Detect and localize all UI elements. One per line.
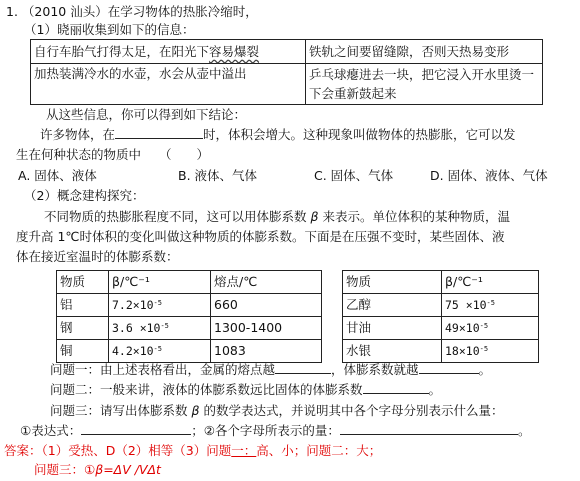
answer-text-2a: 问题三：① <box>34 462 96 477</box>
info-text-bike: 自行车胎气打得太足，在阳光下 <box>34 43 210 59</box>
fill-text-b: 时，体积会增大。这种现象叫做物体的热膨胀，它可以发 <box>203 127 516 142</box>
blank-condition[interactable] <box>115 126 203 139</box>
header-cell: β/℃⁻¹ <box>442 271 539 294</box>
header-cell: 物质 <box>57 271 109 294</box>
question-three <box>50 402 504 420</box>
option-b[interactable]: B. 液体、气体 <box>178 168 258 183</box>
part2-text-1b: 来表示。单位体积的某种物质，温 <box>322 209 511 224</box>
coefficient-cell: $3.6 \times 10^{-5}$ <box>109 317 211 340</box>
expr-text-a: ①表达式： <box>20 423 82 438</box>
info-row <box>31 64 543 105</box>
fill-text-c: 生在何种状态的物质中 <box>16 147 142 162</box>
info-cell: 铁轨之间要留缝隙，否则天热易变形 <box>306 40 543 64</box>
substance-cell: 钢 <box>57 317 109 340</box>
coefficient-cell: $49\times 10^{-5}$ <box>442 317 539 340</box>
answer-text-1b: 高、小；问题二：大； <box>256 443 382 458</box>
part2-text-1: 不同物质的热膨胀程度不同，这可以用体膨系数 <box>44 209 307 224</box>
expression-line: ①表达式： ；②各个字母所表示的量： 。 <box>20 423 531 438</box>
fill-line <box>40 126 516 144</box>
table-row <box>343 317 539 340</box>
part2-paragraph-line1 <box>44 208 510 226</box>
option-c[interactable]: C. 固体、气体 <box>314 168 394 183</box>
q2-text: 问题二：一般来讲，液体的体膨系数远比固体的体膨系数 <box>50 382 363 397</box>
blank-coefficient[interactable] <box>419 361 479 374</box>
question-number: 1. <box>6 4 18 19</box>
conclusion-prompt: 从这些信息，你可以得到如下结论： <box>46 107 247 122</box>
info-cell: 加热装满冷水的水壶，水会从壶中溢出 <box>31 64 306 105</box>
question-header <box>6 3 258 21</box>
table-row <box>57 294 322 317</box>
info-cell <box>31 40 306 64</box>
answer-line-1 <box>4 442 381 460</box>
coefficient-cell: $7.2\times 10^{-5}$ <box>109 294 211 317</box>
coefficient-cell: $18\times 10^{-5}$ <box>442 340 539 363</box>
substance-cell: 水银 <box>343 340 442 363</box>
question-two: 问题二：一般来讲，液体的体膨系数远比固体的体膨系数 。 <box>50 382 442 397</box>
substance-cell: 铜 <box>57 340 109 363</box>
table-header-row <box>57 271 322 294</box>
melting-point-cell: 1300-1400 <box>211 317 322 340</box>
wavy-phrase: 容易爆裂 <box>209 43 260 59</box>
table-row <box>57 317 322 340</box>
solid-coefficient-table <box>56 270 322 363</box>
substance-cell: 铝 <box>57 294 109 317</box>
coefficient-cell: $4.2\times 10^{-5}$ <box>109 340 211 363</box>
expr-text-b: ；②各个字母所表示的量： <box>191 423 340 438</box>
answer-text-1: （1）受热、D（2）相等（3）问题 <box>41 443 232 458</box>
blank-compare[interactable] <box>363 381 429 394</box>
blank-symbols[interactable] <box>340 422 518 435</box>
header-cell: β/℃⁻¹ <box>109 271 211 294</box>
answer-underlined: 一： <box>231 443 257 458</box>
option-a[interactable]: A. 固体、液体 <box>18 168 97 183</box>
table-row <box>343 340 539 363</box>
part1-heading: （1）晓丽收集到如下的信息： <box>24 22 195 37</box>
fill-text-a: 许多物体，在 <box>40 127 116 142</box>
answer-line-2 <box>34 461 161 479</box>
table-row <box>57 340 322 363</box>
q3-text-a: 问题三：请写出体膨系数 <box>50 403 188 418</box>
question-one: 问题一：由上述表格看出，金属的熔点越 ，体膨系数就越 。 <box>50 362 492 377</box>
q1-text-a: 问题一：由上述表格看出，金属的熔点越 <box>50 362 276 377</box>
coefficient-cell: $75 \times 10^{-5}$ <box>442 294 539 317</box>
melting-point-cell: 1083 <box>211 340 322 363</box>
q3-text-b: 的数学表达式，并说明其中各个字母分别表示什么量： <box>203 403 504 418</box>
melting-point-cell: 660 <box>211 294 322 317</box>
part2-paragraph-line3: 体在接近室温时的体膨系数： <box>16 249 179 264</box>
option-d[interactable]: D. 固体、液体、气体 <box>430 168 548 183</box>
answer-formula: β=ΔV /VΔt <box>95 462 161 477</box>
blank-expression[interactable] <box>81 422 191 435</box>
q1-text-b: ，体膨系数就越 <box>331 362 419 377</box>
header-cell: 物质 <box>343 271 442 294</box>
info-table <box>30 39 543 105</box>
substance-cell: 乙醇 <box>343 294 442 317</box>
liquid-coefficient-table <box>342 270 539 363</box>
table-row <box>343 294 539 317</box>
table-header-row <box>343 271 539 294</box>
beta-symbol: β <box>191 403 200 418</box>
blank-melting[interactable] <box>275 361 331 374</box>
answer-paren[interactable]: （ ） <box>159 147 210 162</box>
part2-paragraph-line2: 度升高 1℃时体积的变化叫做这种物质的体膨系数。下面是在压强不变时，某些固体、液 <box>16 229 505 244</box>
substance-cell: 甘油 <box>343 317 442 340</box>
part2-heading: （2）概念建构探究： <box>24 188 145 203</box>
question-intro: （2010 汕头）在学习物体的热胀冷缩时， <box>21 4 258 19</box>
beta-symbol: β <box>310 209 319 224</box>
info-row <box>31 40 543 64</box>
info-cell: 乒乓球瘪进去一块，把它浸入开水里烫一下会重新鼓起来 <box>306 64 543 105</box>
fill-line-2 <box>16 146 209 164</box>
answer-label: 答案： <box>4 443 42 458</box>
header-cell: 熔点/℃ <box>211 271 322 294</box>
